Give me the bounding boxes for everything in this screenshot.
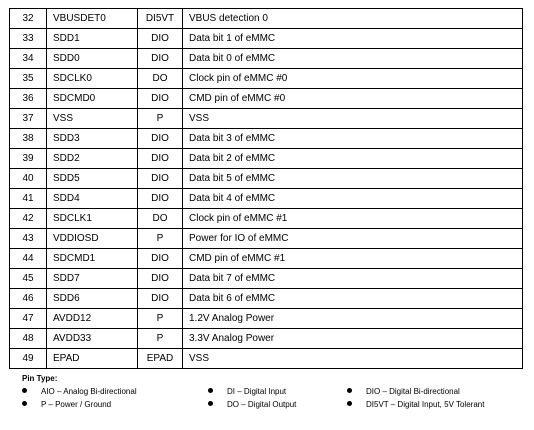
pin-name-cell: VSS — [47, 109, 138, 129]
pin-type-cell: P — [138, 229, 183, 249]
table-row — [10, 29, 523, 49]
table-row — [10, 49, 523, 69]
pin-type-cell: DIO — [138, 29, 183, 49]
legend-item-text: DI5VT – Digital Input, 5V Tolerant — [366, 400, 485, 409]
bullet-icon — [22, 401, 27, 406]
pin-description-cell: Data bit 6 of eMMC — [183, 289, 523, 309]
legend-item — [22, 400, 111, 409]
legend-item-text: AIO – Analog Bi-directional — [41, 387, 137, 396]
legend-item-text: DO – Digital Output — [227, 400, 297, 409]
table-row — [10, 349, 523, 369]
pin-name-cell: VBUSDET0 — [47, 9, 138, 29]
pin-description-cell: VSS — [183, 349, 523, 369]
pin-number-cell: 36 — [10, 89, 47, 109]
legend-item — [347, 387, 460, 396]
pin-name-cell: AVDD33 — [47, 329, 138, 349]
pin-description-cell: Clock pin of eMMC #1 — [183, 209, 523, 229]
pin-table-body — [10, 9, 523, 369]
bullet-icon — [208, 401, 213, 406]
legend-rows — [22, 387, 522, 413]
pin-name-cell: SDD3 — [47, 129, 138, 149]
pin-description-cell: CMD pin of eMMC #0 — [183, 89, 523, 109]
legend-item — [208, 387, 286, 396]
legend-item — [22, 387, 137, 396]
pin-name-cell: SDCLK0 — [47, 69, 138, 89]
pin-type-cell: DIO — [138, 289, 183, 309]
bullet-icon — [22, 388, 27, 393]
pin-description-cell: VSS — [183, 109, 523, 129]
pin-description-cell: 3.3V Analog Power — [183, 329, 523, 349]
pin-number-cell: 43 — [10, 229, 47, 249]
pin-description-cell: Data bit 0 of eMMC — [183, 49, 523, 69]
pin-type-cell: DIO — [138, 169, 183, 189]
bullet-icon — [208, 388, 213, 393]
bullet-icon — [347, 401, 352, 406]
pin-name-cell: SDCMD0 — [47, 89, 138, 109]
pin-description-cell: Data bit 5 of eMMC — [183, 169, 523, 189]
pin-type-cell: P — [138, 109, 183, 129]
table-row — [10, 229, 523, 249]
legend-item — [347, 400, 484, 409]
pin-type-cell: DO — [138, 209, 183, 229]
pin-name-cell: SDD2 — [47, 149, 138, 169]
pin-type-cell: P — [138, 329, 183, 349]
pin-name-cell: SDCMD1 — [47, 249, 138, 269]
pin-description-cell: Clock pin of eMMC #0 — [183, 69, 523, 89]
pin-number-cell: 35 — [10, 69, 47, 89]
pin-table — [9, 8, 523, 369]
pin-number-cell: 34 — [10, 49, 47, 69]
pin-number-cell: 40 — [10, 169, 47, 189]
pin-name-cell: SDD7 — [47, 269, 138, 289]
pin-type-cell: DIO — [138, 189, 183, 209]
pin-number-cell: 39 — [10, 149, 47, 169]
pin-description-cell: VBUS detection 0 — [183, 9, 523, 29]
table-row — [10, 149, 523, 169]
pin-description-cell: 1.2V Analog Power — [183, 309, 523, 329]
legend-item-text: P – Power / Ground — [41, 400, 112, 409]
pin-number-cell: 38 — [10, 129, 47, 149]
pin-description-cell: Data bit 4 of eMMC — [183, 189, 523, 209]
table-row — [10, 209, 523, 229]
pin-type-cell: DIO — [138, 249, 183, 269]
legend-row — [22, 387, 522, 400]
pin-number-cell: 33 — [10, 29, 47, 49]
pin-name-cell: AVDD12 — [47, 309, 138, 329]
pin-type-cell: EPAD — [138, 349, 183, 369]
table-row — [10, 189, 523, 209]
pin-type-cell: DIO — [138, 149, 183, 169]
legend-title: Pin Type: — [22, 374, 58, 383]
pin-type-legend — [22, 374, 522, 413]
pin-name-cell: SDD0 — [47, 49, 138, 69]
table-row — [10, 289, 523, 309]
pin-description-cell: Data bit 3 of eMMC — [183, 129, 523, 149]
table-row — [10, 169, 523, 189]
pin-description-cell: Power for IO of eMMC — [183, 229, 523, 249]
pin-number-cell: 44 — [10, 249, 47, 269]
pin-name-cell: EPAD — [47, 349, 138, 369]
legend-item — [208, 400, 296, 409]
pin-number-cell: 37 — [10, 109, 47, 129]
pin-name-cell: VDDIOSD — [47, 229, 138, 249]
pin-number-cell: 47 — [10, 309, 47, 329]
pin-description-cell: Data bit 2 of eMMC — [183, 149, 523, 169]
table-row — [10, 269, 523, 289]
legend-row — [22, 400, 522, 413]
table-row — [10, 249, 523, 269]
pin-type-cell: P — [138, 309, 183, 329]
table-row — [10, 89, 523, 109]
legend-item-text: DI – Digital Input — [227, 387, 287, 396]
pin-description-cell: CMD pin of eMMC #1 — [183, 249, 523, 269]
table-row — [10, 129, 523, 149]
pin-type-cell: DI5VT — [138, 9, 183, 29]
table-row — [10, 309, 523, 329]
pin-number-cell: 42 — [10, 209, 47, 229]
table-row — [10, 109, 523, 129]
pin-description-cell: Data bit 7 of eMMC — [183, 269, 523, 289]
table-row — [10, 69, 523, 89]
pin-number-cell: 49 — [10, 349, 47, 369]
pin-name-cell: SDD1 — [47, 29, 138, 49]
pin-name-cell: SDCLK1 — [47, 209, 138, 229]
pin-type-cell: DIO — [138, 129, 183, 149]
pin-type-cell: DIO — [138, 269, 183, 289]
pin-name-cell: SDD4 — [47, 189, 138, 209]
pin-number-cell: 32 — [10, 9, 47, 29]
pin-type-cell: DIO — [138, 49, 183, 69]
pin-type-cell: DO — [138, 69, 183, 89]
pin-number-cell: 41 — [10, 189, 47, 209]
pin-name-cell: SDD6 — [47, 289, 138, 309]
bullet-icon — [347, 388, 352, 393]
pin-name-cell: SDD5 — [47, 169, 138, 189]
pin-number-cell: 48 — [10, 329, 47, 349]
table-row — [10, 9, 523, 29]
pin-type-cell: DIO — [138, 89, 183, 109]
pin-description-cell: Data bit 1 of eMMC — [183, 29, 523, 49]
table-row — [10, 329, 523, 349]
pin-number-cell: 45 — [10, 269, 47, 289]
pin-number-cell: 46 — [10, 289, 47, 309]
legend-item-text: DIO – Digital Bi-directional — [366, 387, 460, 396]
